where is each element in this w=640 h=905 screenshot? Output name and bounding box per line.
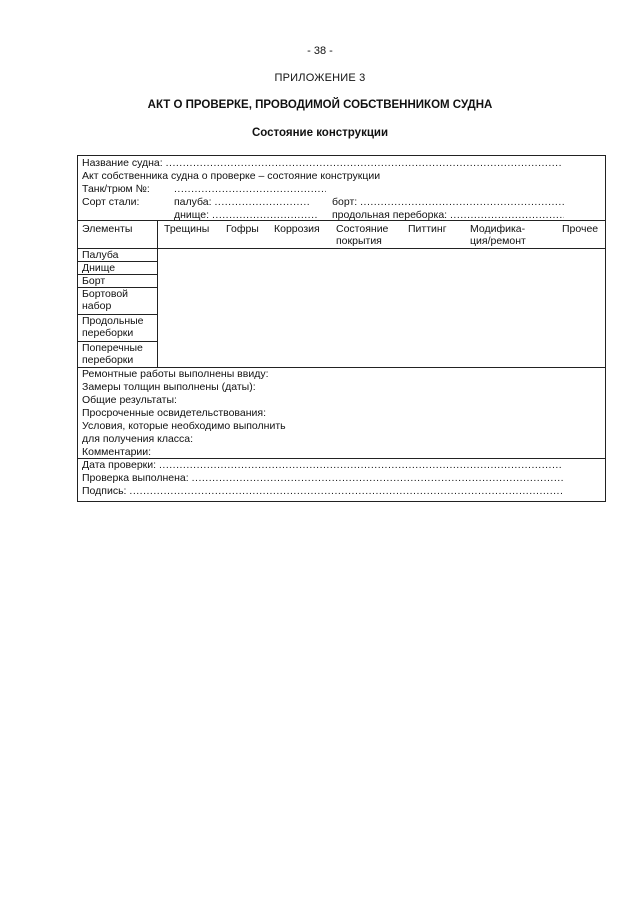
- performed-by-field[interactable]: [192, 472, 564, 484]
- page-number: - 38 -: [307, 45, 333, 57]
- element-row-side: Борт: [82, 275, 106, 287]
- act-label: Акт собственника судна о проверке – состояние конструкции: [82, 170, 381, 182]
- signature-field[interactable]: [129, 485, 563, 497]
- side-steel-row: [332, 196, 566, 208]
- column-header-elements: Элементы: [82, 223, 133, 235]
- tank-label: Танк/трюм №:: [82, 183, 150, 195]
- bulkhead-steel-label: продольная переборка:: [332, 209, 448, 221]
- side-steel-field[interactable]: [360, 196, 566, 208]
- thickness-measurements-label: Замеры толщин выполнены (даты):: [82, 381, 256, 393]
- performed-by-label: Проверка выполнена:: [82, 472, 189, 484]
- deck-steel-field[interactable]: [214, 196, 310, 208]
- element-row-transverse-bulkheads: Поперечные переборки: [82, 342, 143, 366]
- deck-steel-row: [174, 196, 310, 208]
- elements-column-divider: [157, 220, 158, 367]
- tank-field[interactable]: [174, 183, 326, 195]
- column-header-buckling: Гофры: [226, 223, 259, 235]
- column-header-coating-condition: Состояние покрытия: [336, 223, 389, 247]
- performed-by-row: [82, 472, 564, 484]
- column-header-pitting: Питтинг: [408, 223, 447, 235]
- inspection-form: [77, 155, 606, 502]
- inspection-date-row: [82, 459, 563, 471]
- element-row-deck: Палуба: [82, 249, 119, 261]
- column-header-other: Прочее: [562, 223, 599, 235]
- column-header-corrosion: Коррозия: [274, 223, 320, 235]
- ship-name-field[interactable]: [166, 157, 562, 169]
- signature-label: Подпись:: [82, 485, 127, 497]
- element-row-side-framing: Бортовой набор: [82, 288, 129, 312]
- element-row-bottom: Днище: [82, 262, 116, 274]
- overdue-surveys-label: Просроченные освидетельствования:: [82, 407, 266, 419]
- side-steel-label: борт:: [332, 196, 358, 208]
- comments-label: Комментарии:: [82, 446, 152, 458]
- document-subtitle: Состояние конструкции: [251, 127, 389, 139]
- element-row-longitudinal-bulkheads: Продольные переборки: [82, 315, 144, 339]
- bottom-steel-label: днище:: [174, 209, 210, 221]
- document-title: АКТ О ПРОВЕРКЕ, ПРОВОДИМОЙ СОБСТВЕННИКОМ СУДНА: [147, 99, 493, 111]
- inspection-date-field[interactable]: [159, 459, 563, 471]
- class-conditions-label: Условия, которые необходимо выполнить: [82, 420, 286, 432]
- appendix-heading: ПРИЛОЖЕНИЕ 3: [274, 72, 366, 84]
- column-header-cracks: Трещины: [164, 223, 210, 235]
- steel-label: Сорт стали:: [82, 196, 140, 208]
- deck-steel-label: палуба:: [174, 196, 212, 208]
- column-header-modification: Модифика- ция/ремонт: [470, 223, 526, 247]
- repairs-label: Ремонтные работы выполнены ввиду:: [82, 368, 269, 380]
- ship-name-label: Название судна:: [82, 157, 163, 169]
- signature-row: [82, 485, 563, 497]
- inspection-date-label: Дата проверки:: [82, 459, 157, 471]
- class-conditions-label-cont: для получения класса:: [82, 433, 194, 445]
- ship-name-row: [82, 157, 562, 169]
- general-results-label: Общие результаты:: [82, 394, 177, 406]
